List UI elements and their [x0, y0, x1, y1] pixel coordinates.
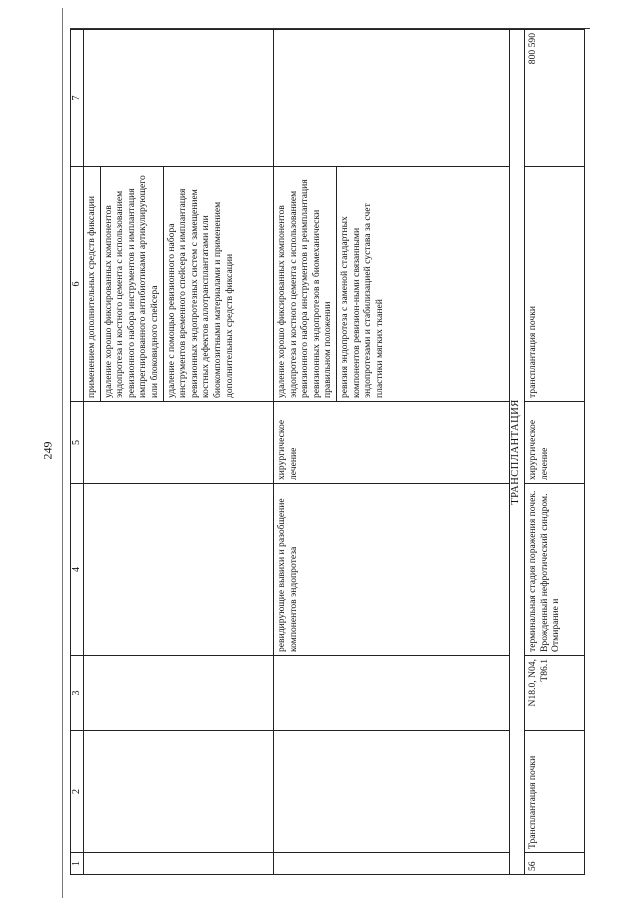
section-row: [510, 30, 525, 875]
cont-col6-a: [84, 167, 274, 402]
cont-b-col1: [274, 853, 510, 875]
cont-col5-empty: [84, 402, 274, 484]
cont-b-col3: [274, 656, 510, 731]
row56-codes: N18.0, N04, T86.1: [525, 656, 585, 731]
procedures-table: [70, 29, 585, 875]
row56-treatment: хирургическое лечение: [525, 402, 585, 484]
col-num-6: 6: [71, 167, 84, 402]
col-num-3: 3: [71, 656, 84, 731]
method-item-2: удаление хорошо фиксированных компонентов эндопротеза и костного цемента с использованием ревизионного набора инструментов и имплантация импрегнированного антибиотиками артикулирующего или блоковидного спейсера: [101, 167, 164, 401]
table-row-56: [525, 30, 585, 875]
section-title: ТРАНСПЛАНТАЦИЯ: [510, 30, 525, 875]
row56-cost: 800 590: [525, 30, 585, 167]
method-item-1: применением дополнительных средств фиксации: [84, 167, 101, 401]
method-item-5: ревизия эндопротеза с заменой стандартных компонентов ревизион-ными связанными эндопротезами и стабилизацией сустава за счет пластики мягких тканей: [338, 203, 385, 398]
cont-col4-empty: [84, 484, 274, 656]
continuation-row-a: [84, 30, 274, 875]
cont-col7: [84, 30, 274, 167]
rotated-table-container: [70, 30, 585, 875]
page-number: 249: [40, 441, 55, 460]
col-num-7: 7: [71, 30, 84, 167]
cont-col4: ревидирующие вывихи и разобщение компонентов эндопротеза: [274, 484, 510, 656]
cont-b-col7: [274, 30, 510, 167]
cont-col2: [84, 731, 274, 853]
method-item-4: удаление хорошо фиксированных компонентов эндопротеза и костного цемента с использованием ревизионного набора инструментов и реимплантация ревизионных эндопротезов в биомеханически правильном положении: [274, 167, 337, 401]
cont-col6-b: [274, 167, 510, 402]
continuation-row-b: [274, 30, 510, 875]
col-num-5: 5: [71, 402, 84, 484]
col-num-1: 1: [71, 853, 84, 875]
row56-name: Трансплантация почки: [525, 731, 585, 853]
row56-number: 56: [525, 853, 585, 875]
cont-b-col2: [274, 731, 510, 853]
cont-col3: [84, 656, 274, 731]
col-num-4: 4: [71, 484, 84, 656]
column-number-row: [71, 30, 84, 875]
row56-method: трансплантация почки: [525, 167, 585, 402]
method-item-3: удаление с помощью ревизионного набора инструментов временного спейсера и имплантация ревизионных эндопротезных систем с замещением костных дефектов аллотрансплантатами или биокомпозитными материалами и применением дополнительных средств фиксации: [165, 188, 235, 398]
scan-edge-line: [62, 8, 63, 898]
row56-model: терминальная стадия поражения почек. Врожденный нефротический синдром. Отмирание и: [525, 484, 585, 656]
col-num-2: 2: [71, 731, 84, 853]
cont-col1: [84, 853, 274, 875]
cont-col5: хирургическое лечение: [274, 402, 510, 484]
